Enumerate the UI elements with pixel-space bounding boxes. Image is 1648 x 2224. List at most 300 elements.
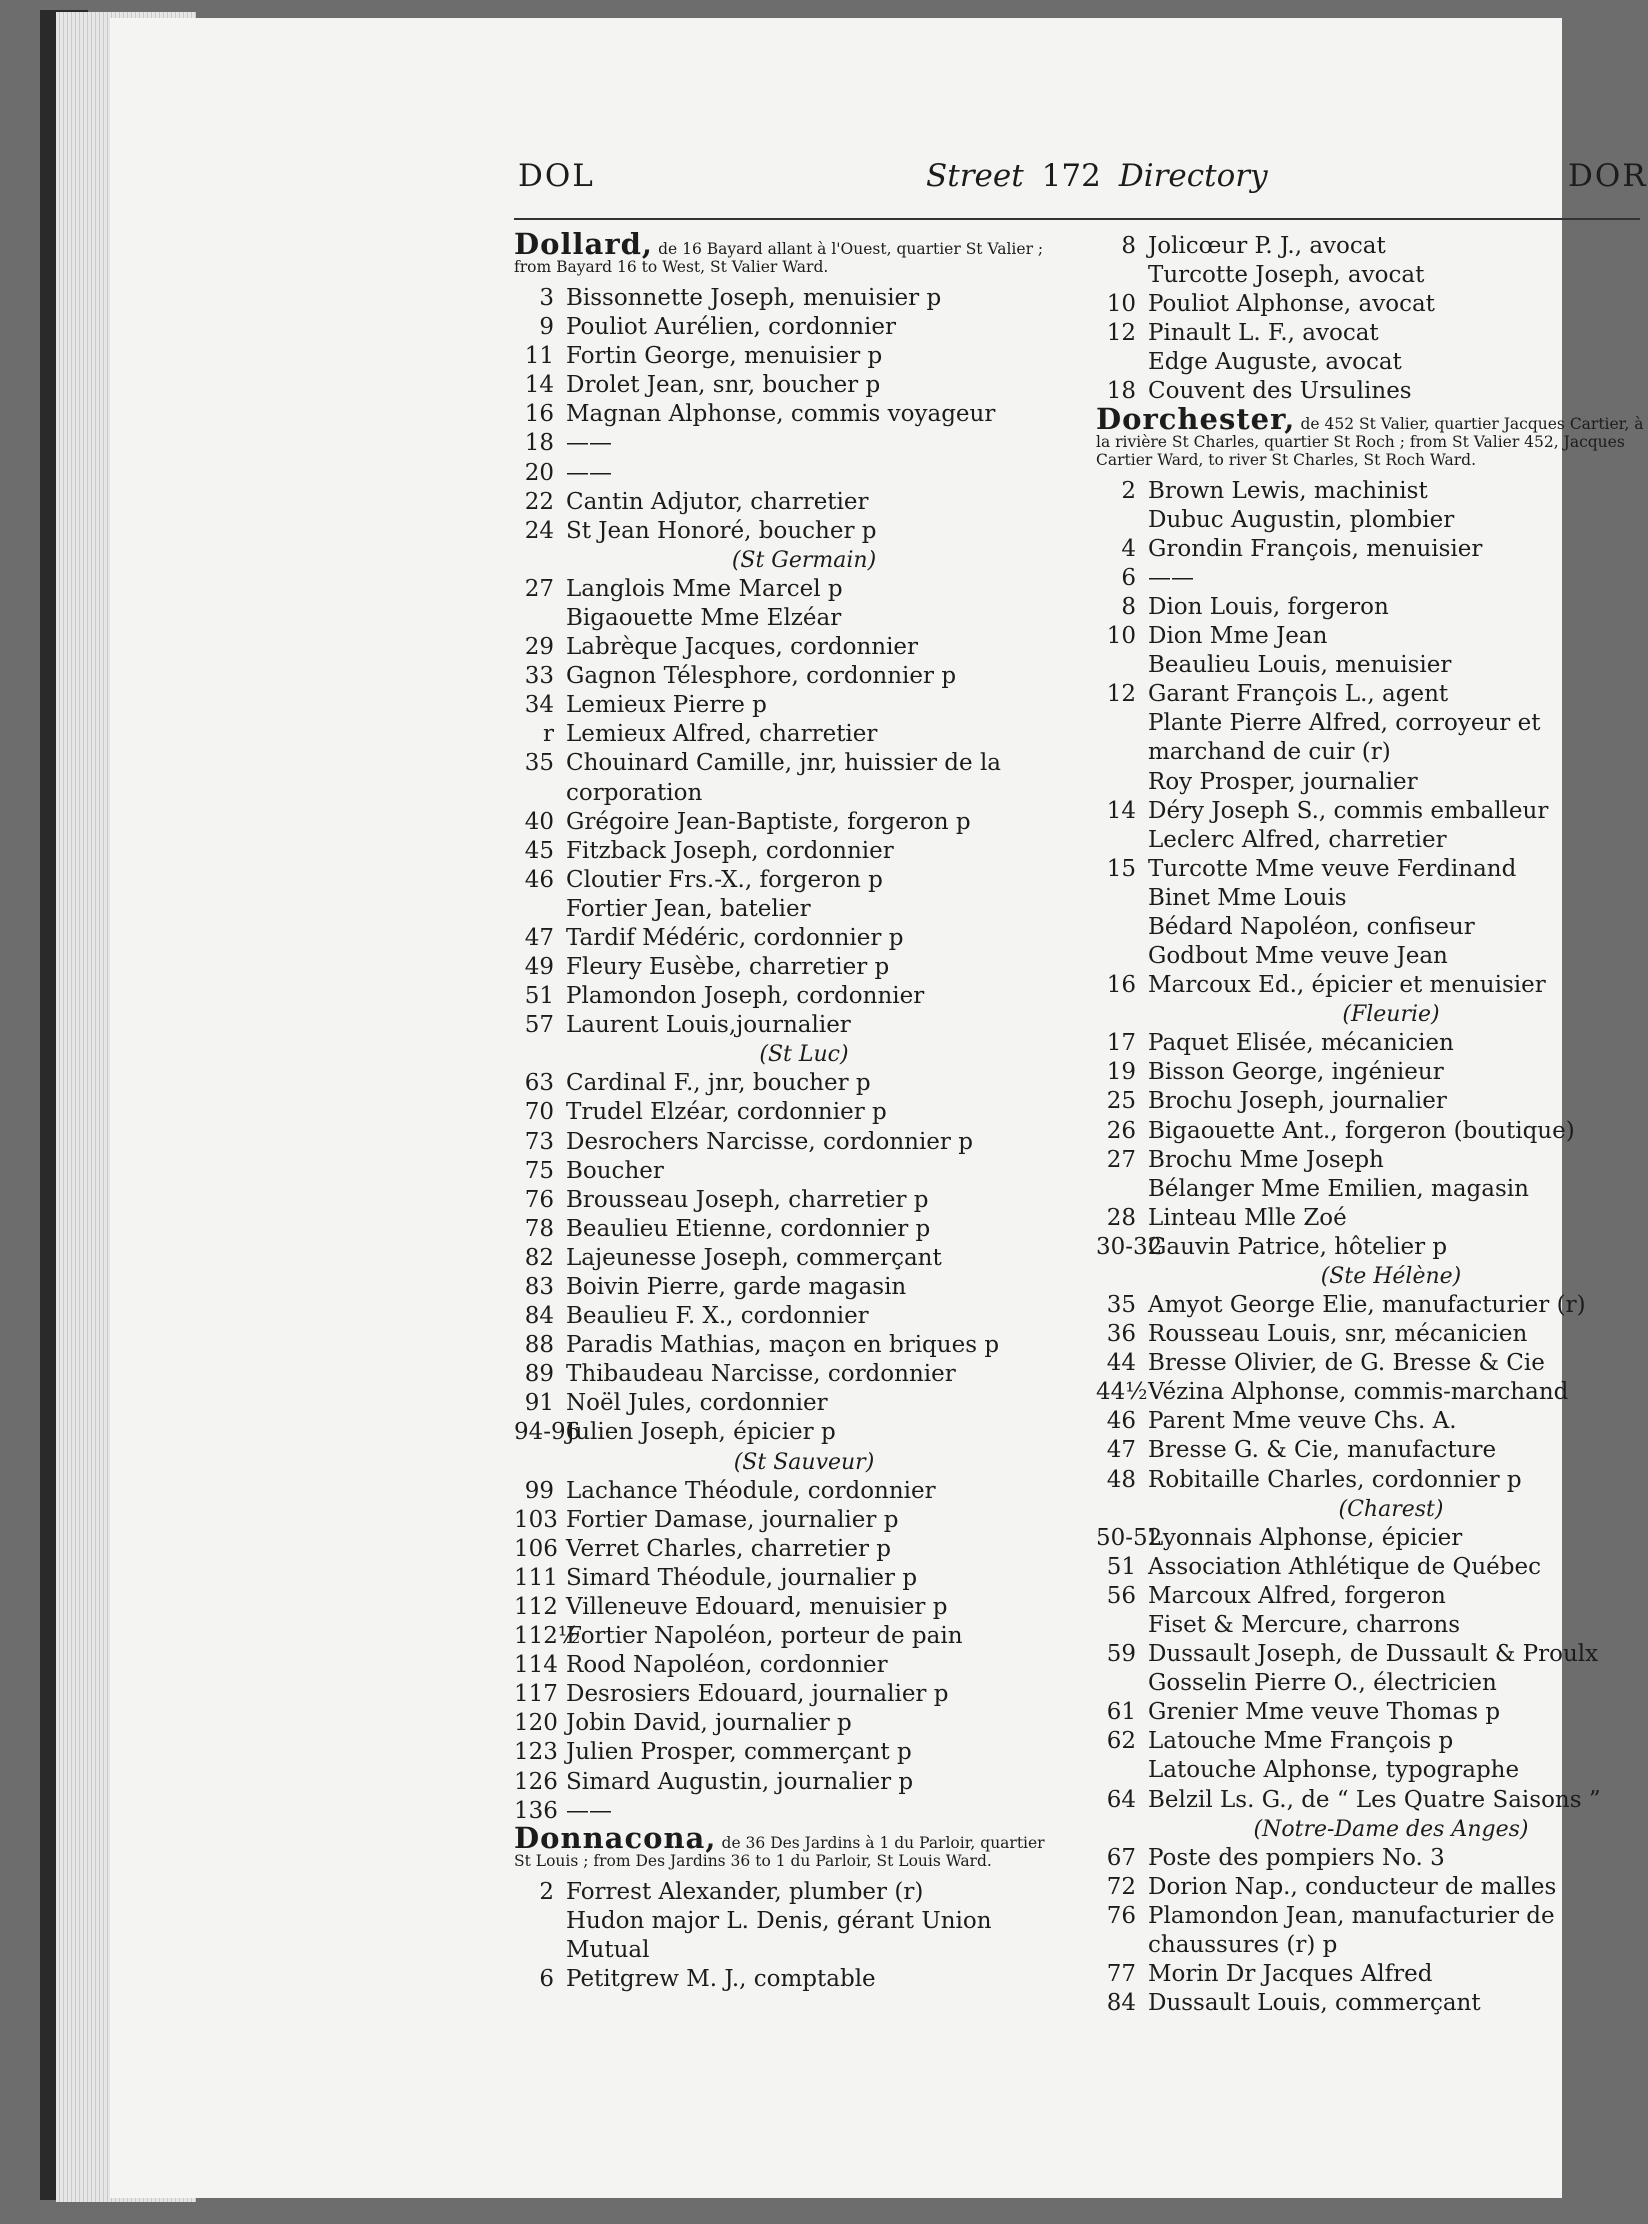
directory-entry	[514, 488, 1054, 517]
resident: Fortier Napoléon, porteur de pain	[566, 1623, 963, 1650]
house-number: 51	[524, 983, 554, 1010]
directory-entry	[514, 1506, 1054, 1535]
directory-entry	[514, 953, 1054, 982]
directory-entry	[1096, 1873, 1646, 1902]
house-number: 51	[1106, 1553, 1136, 1580]
resident: Julien Joseph, épicier p	[566, 1419, 836, 1446]
resident: ——	[1148, 564, 1194, 591]
directory-entry	[514, 1331, 1054, 1360]
directory-entry	[514, 1302, 1054, 1331]
header-rule	[514, 218, 1640, 220]
directory-entry	[514, 1622, 1054, 1651]
house-number: 9	[539, 314, 554, 341]
directory-entry	[514, 1215, 1054, 1244]
directory-entry	[514, 1011, 1054, 1040]
directory-entry	[1096, 1698, 1646, 1727]
resident: Fitzback Joseph, cordonnier	[566, 837, 894, 864]
directory-entry	[514, 459, 1054, 488]
house-number: 50-52	[1096, 1524, 1163, 1551]
resident: Dion Louis, forgeron	[1148, 593, 1389, 620]
house-number: 99	[524, 1477, 554, 1504]
directory-entry	[514, 1273, 1054, 1302]
house-number: 16	[524, 401, 554, 428]
directory-entry	[514, 1738, 1054, 1767]
resident: Brown Lewis, machinist	[1148, 477, 1428, 504]
resident: Morin Dr Jacques Alfred	[1148, 1960, 1433, 1987]
street-description: de 16 Bayard allant à l'Ouest, quartier St Valier ; from Bayard 16 to West, St Valier Ward.	[514, 240, 1044, 276]
house-number: 11	[524, 343, 554, 370]
house-number: 63	[524, 1070, 554, 1097]
resident: Garant François L., agent	[1148, 681, 1449, 708]
directory-page	[110, 18, 1648, 2198]
directory-entry	[1096, 1466, 1646, 1495]
resident: Cardinal F., jnr, boucher p	[566, 1070, 871, 1097]
directory-entry	[1096, 232, 1646, 261]
house-number: 20	[524, 459, 554, 486]
house-number: 14	[1106, 797, 1136, 824]
resident: Desrosiers Edouard, journalier p	[566, 1681, 949, 1708]
directory-entry	[514, 633, 1054, 662]
directory-entry	[514, 1651, 1054, 1680]
directory-entry	[514, 1389, 1054, 1418]
house-number: 82	[524, 1244, 554, 1271]
house-number: 47	[524, 924, 554, 951]
directory-entry	[1096, 377, 1646, 406]
resident: Linteau Mlle Zoé	[1148, 1204, 1347, 1231]
directory-entry	[1096, 971, 1646, 1000]
resident: Pouliot Alphonse, avocat	[1148, 291, 1435, 318]
directory-entry	[1096, 1640, 1646, 1669]
resident: Turcotte Joseph, avocat	[1148, 262, 1425, 289]
house-number: 84	[524, 1303, 554, 1330]
resident: ——	[566, 430, 612, 457]
house-number: 67	[1106, 1844, 1136, 1871]
resident: Lyonnais Alphonse, épicier	[1148, 1524, 1463, 1551]
house-number: 45	[524, 837, 554, 864]
resident: Chouinard Camille, jnr, huissier de la corporation	[566, 750, 1002, 806]
house-number: 22	[524, 488, 554, 515]
resident: Trudel Elzéar, cordonnier p	[566, 1099, 887, 1126]
resident: Brochu Mme Joseph	[1148, 1146, 1384, 1173]
house-number: 24	[524, 517, 554, 544]
directory-entry	[514, 1797, 1054, 1826]
directory-entry	[1096, 884, 1646, 913]
street-description: de 36 Des Jardins à 1 du Parloir, quartier St Louis ; from Des Jardins 36 to 1 du Parloir, St Louis Ward.	[514, 1833, 1045, 1870]
resident: Thibaudeau Narcisse, cordonnier	[566, 1361, 956, 1388]
resident: Couvent des Ursulines	[1148, 378, 1412, 405]
directory-entry	[1096, 855, 1646, 884]
house-number: 3	[539, 285, 554, 311]
resident: Association Athlétique de Québec	[1148, 1553, 1542, 1580]
house-number: 75	[524, 1157, 554, 1184]
resident: Rousseau Louis, snr, mécanicien	[1148, 1321, 1528, 1348]
house-number: 14	[524, 372, 554, 399]
directory-entry	[1096, 1204, 1646, 1233]
house-number: 46	[1106, 1408, 1136, 1435]
directory-entry	[1096, 290, 1646, 319]
resident: Grenier Mme veuve Thomas p	[1148, 1699, 1501, 1726]
house-number: 77	[1106, 1960, 1136, 1987]
resident: Gosselin Pierre O., électricien	[1148, 1670, 1497, 1697]
directory-entry	[1096, 506, 1646, 535]
house-number: 44½	[1096, 1379, 1148, 1406]
directory-entry	[514, 1477, 1054, 1506]
resident: Bigaouette Mme Elzéar	[566, 604, 842, 631]
header-center	[926, 158, 1268, 194]
directory-entry	[1096, 319, 1646, 348]
directory-entry	[1096, 1727, 1646, 1756]
resident: ——	[566, 459, 612, 486]
house-number: 28	[1106, 1204, 1136, 1231]
resident: Lajeunesse Joseph, commerçant	[566, 1244, 942, 1271]
parish-label: (St Luc)	[759, 1042, 849, 1068]
right-column	[1096, 232, 1646, 2018]
directory-entry	[514, 400, 1054, 429]
directory-entry	[1096, 1378, 1646, 1407]
house-number: 126	[514, 1768, 558, 1795]
resident: Villeneuve Edouard, menuisier p	[566, 1593, 948, 1620]
directory-entry	[514, 866, 1054, 895]
resident: Paradis Mathias, maçon en briques p	[566, 1332, 1000, 1359]
resident: Lachance Théodule, cordonnier	[566, 1477, 936, 1504]
resident: ——	[566, 1797, 612, 1824]
directory-entry	[514, 1593, 1054, 1622]
house-number: 12	[1106, 681, 1136, 708]
directory-entry	[1096, 1960, 1646, 1989]
resident: Simard Théodule, journalier p	[566, 1564, 918, 1591]
directory-entry	[1096, 1989, 1646, 2018]
house-number: 120	[514, 1710, 558, 1737]
resident: Fleury Eusèbe, charretier p	[566, 954, 890, 981]
house-number: 33	[524, 663, 554, 690]
house-number: 27	[524, 575, 554, 602]
resident: Amyot George Elie, manufacturier (r)	[1148, 1292, 1586, 1318]
directory-entry	[514, 1418, 1054, 1447]
directory-entry	[514, 1128, 1054, 1157]
header-left: DOL	[518, 158, 595, 194]
house-number: 10	[1106, 623, 1136, 650]
resident: Fortin George, menuisier p	[566, 343, 883, 370]
resident: Langlois Mme Marcel p	[566, 575, 843, 602]
resident: Brochu Joseph, journalier	[1148, 1088, 1447, 1115]
directory-entry	[514, 1244, 1054, 1273]
parish-label: (St Germain)	[731, 547, 877, 573]
house-number: 26	[1106, 1117, 1136, 1144]
resident: Hudon major L. Denis, gérant Union Mutual	[566, 1907, 992, 1963]
directory-entry	[514, 1360, 1054, 1389]
resident: Boucher	[566, 1157, 664, 1184]
house-number: 12	[1106, 320, 1136, 347]
parish-label: (Fleurie)	[1342, 1002, 1440, 1028]
resident: Dubuc Augustin, plombier	[1148, 506, 1455, 533]
house-number: 35	[1106, 1292, 1136, 1318]
resident: Godbout Mme veuve Jean	[1148, 943, 1448, 970]
directory-entry	[1096, 1786, 1646, 1815]
running-header	[406, 158, 1648, 208]
house-number: 17	[1106, 1030, 1136, 1057]
directory-entry	[1096, 768, 1646, 797]
house-number: 19	[1106, 1059, 1136, 1086]
resident: Plamondon Joseph, cordonnier	[566, 983, 925, 1010]
house-number: 78	[524, 1215, 554, 1242]
directory-entry	[1096, 593, 1646, 622]
resident: Beaulieu Louis, menuisier	[1148, 652, 1452, 679]
resident: Fortier Jean, batelier	[566, 895, 811, 922]
house-number: 35	[524, 750, 554, 777]
house-number: 103	[514, 1506, 558, 1533]
house-number: 84	[1106, 1990, 1136, 2017]
directory-entry	[1096, 651, 1646, 680]
house-number: 56	[1106, 1582, 1136, 1609]
directory-entry	[514, 429, 1054, 458]
header-directory: Directory	[1118, 158, 1268, 194]
resident: Jolicœur P. J., avocat	[1148, 233, 1386, 259]
resident: Desrochers Narcisse, cordonnier p	[566, 1128, 973, 1155]
directory-entry	[1096, 680, 1646, 709]
directory-entry	[514, 837, 1054, 866]
house-number: 106	[514, 1535, 558, 1562]
house-number: 8	[1121, 233, 1136, 259]
directory-entry	[1096, 1582, 1646, 1611]
directory-entry	[514, 895, 1054, 924]
directory-entry	[1096, 1756, 1646, 1785]
directory-entry	[514, 284, 1054, 313]
house-number: 6	[1121, 564, 1136, 591]
directory-entry	[1096, 1436, 1646, 1465]
house-number: 112	[514, 1593, 558, 1620]
directory-entry	[514, 371, 1054, 400]
resident: Magnan Alphonse, commis voyageur	[566, 401, 996, 428]
street-heading	[1096, 401, 1646, 469]
directory-entry	[514, 1186, 1054, 1215]
directory-entry	[1096, 1291, 1646, 1320]
house-number: 18	[1106, 378, 1136, 405]
resident: Parent Mme veuve Chs. A.	[1148, 1408, 1457, 1435]
directory-entry	[1096, 797, 1646, 826]
directory-entry	[1096, 1611, 1646, 1640]
resident: Beaulieu Etienne, cordonnier p	[566, 1215, 931, 1242]
house-number: 62	[1106, 1728, 1136, 1755]
house-number: 2	[1121, 477, 1136, 504]
directory-entry	[1096, 1407, 1646, 1436]
directory-entry	[1096, 1175, 1646, 1204]
house-number: 47	[1106, 1437, 1136, 1464]
directory-entry	[514, 1098, 1054, 1127]
directory-entry	[514, 924, 1054, 953]
resident: Leclerc Alfred, charretier	[1148, 826, 1447, 853]
house-number: 44	[1106, 1350, 1136, 1377]
house-number: 83	[524, 1274, 554, 1300]
house-number: 27	[1106, 1146, 1136, 1173]
resident: Pouliot Aurélien, cordonnier	[566, 314, 896, 341]
resident: Julien Prosper, commerçant p	[566, 1739, 912, 1766]
resident: Lemieux Pierre p	[566, 692, 767, 719]
directory-entry	[514, 1157, 1054, 1186]
directory-entry	[1096, 535, 1646, 564]
directory-entry	[1096, 477, 1646, 506]
directory-entry	[1096, 826, 1646, 855]
resident: Forrest Alexander, plumber (r)	[566, 1878, 924, 1905]
directory-entry	[1096, 1349, 1646, 1378]
house-number: 76	[1106, 1902, 1136, 1929]
house-number: 91	[524, 1390, 554, 1417]
directory-entry	[514, 691, 1054, 720]
resident: Bissonnette Joseph, menuisier p	[566, 285, 942, 311]
house-number: 123	[514, 1739, 558, 1766]
directory-entry	[514, 313, 1054, 342]
resident: Bresse Olivier, de G. Bresse & Cie	[1148, 1350, 1545, 1377]
resident: Petitgrew M. J., comptable	[566, 1965, 876, 1992]
directory-entry	[1096, 564, 1646, 593]
resident: Robitaille Charles, cordonnier p	[1148, 1466, 1522, 1493]
street-description: de 452 St Valier, quartier Jacques Cartier, à la rivière St Charles, quartier St Roch ; from St Valier 452, Jacques Cartier Ward, to river St Charles, St Roch Ward.	[1096, 414, 1644, 469]
resident: Latouche Alphonse, typographe	[1148, 1757, 1520, 1784]
resident: Vézina Alphonse, commis-marchand	[1148, 1379, 1569, 1406]
resident: Bisson George, ingénieur	[1148, 1059, 1444, 1086]
directory-entry	[1096, 1233, 1646, 1262]
resident: St Jean Honoré, boucher p	[566, 517, 877, 544]
resident: Dussault Joseph, de Dussault & Proulx	[1148, 1641, 1599, 1668]
house-number: 72	[1106, 1873, 1136, 1900]
resident: Lemieux Alfred, charretier	[566, 721, 878, 748]
resident: Simard Augustin, journalier p	[566, 1768, 914, 1795]
house-number: 73	[524, 1128, 554, 1155]
directory-entry	[514, 1768, 1054, 1797]
house-number: 111	[514, 1564, 558, 1591]
page-number: 172	[1041, 158, 1101, 194]
directory-entry	[1096, 1902, 1646, 1960]
resident: Dion Mme Jean	[1148, 623, 1328, 650]
resident: Rood Napoléon, cordonnier	[566, 1652, 888, 1679]
house-number: 29	[524, 634, 554, 661]
house-number: 15	[1106, 855, 1136, 882]
house-number: 36	[1106, 1321, 1136, 1348]
resident: Labrèque Jacques, cordonnier	[566, 634, 919, 661]
house-number: 46	[524, 866, 554, 893]
house-number: 30-32	[1096, 1233, 1163, 1260]
directory-entry	[514, 1907, 1054, 1965]
parish-label: (Notre-Dame des Anges)	[1253, 1816, 1529, 1842]
house-number: 61	[1106, 1699, 1136, 1726]
resident: Jobin David, journalier p	[566, 1710, 852, 1737]
house-number: 40	[524, 808, 554, 835]
house-number: 70	[524, 1099, 554, 1126]
directory-entry	[1096, 622, 1646, 651]
house-number: 64	[1106, 1786, 1136, 1813]
directory-entry	[514, 1878, 1054, 1907]
street-name: Dorchester,	[1096, 401, 1296, 436]
street-name: Dollard,	[514, 227, 653, 261]
parish-label: (Charest)	[1338, 1496, 1444, 1522]
directory-entry	[1096, 942, 1646, 971]
resident: Turcotte Mme veuve Ferdinand	[1148, 855, 1517, 882]
house-number: 16	[1106, 972, 1136, 999]
house-number: 49	[524, 954, 554, 981]
directory-entry	[1096, 348, 1646, 377]
directory-entry	[514, 1564, 1054, 1593]
directory-entry	[514, 720, 1054, 749]
directory-entry	[514, 575, 1054, 604]
house-number: 48	[1106, 1466, 1136, 1493]
house-number: 6	[539, 1965, 554, 1992]
resident: Paquet Elisée, mécanicien	[1148, 1030, 1454, 1057]
parish-label: (Ste Hélène)	[1320, 1264, 1462, 1289]
directory-entry	[514, 1680, 1054, 1709]
resident: Bédard Napoléon, confiseur	[1148, 913, 1475, 940]
directory-entry	[1096, 1524, 1646, 1553]
house-number: 10	[1106, 291, 1136, 318]
directory-entry	[1096, 1844, 1646, 1873]
street-name: Donnacona,	[514, 1820, 717, 1855]
resident: Belzil Ls. G., de “ Les Quatre Saisons ”	[1148, 1786, 1601, 1813]
resident: Fiset & Mercure, charrons	[1148, 1611, 1461, 1638]
house-number: 34	[524, 692, 554, 719]
resident: Beaulieu F. X., cordonnier	[566, 1303, 869, 1330]
resident: Plante Pierre Alfred, corroyeur et marchand de cuir (r)	[1148, 710, 1541, 766]
resident: Bresse G. & Cie, manufacture	[1148, 1437, 1497, 1464]
house-number: r	[543, 721, 554, 748]
resident: Poste des pompiers No. 3	[1148, 1844, 1445, 1871]
directory-entry	[514, 808, 1054, 837]
directory-entry	[514, 749, 1054, 807]
left-column	[514, 227, 1054, 1994]
resident: Dorion Nap., conducteur de malles	[1148, 1873, 1557, 1900]
resident: Bigaouette Ant., forgeron (boutique)	[1148, 1117, 1575, 1144]
header-right: DOR	[1568, 158, 1648, 194]
house-number: 89	[524, 1361, 554, 1388]
house-number: 94-96	[514, 1419, 581, 1446]
directory-entry	[1096, 709, 1646, 767]
resident: Marcoux Alfred, forgeron	[1148, 1582, 1446, 1609]
street-heading	[514, 1820, 1054, 1870]
directory-entry	[1096, 1669, 1646, 1698]
house-number: 59	[1106, 1641, 1136, 1668]
resident: Dussault Louis, commerçant	[1148, 1990, 1481, 2017]
resident: Roy Prosper, journalier	[1148, 768, 1418, 795]
house-number: 25	[1106, 1088, 1136, 1115]
directory-entry	[514, 342, 1054, 371]
resident: Déry Joseph S., commis emballeur	[1148, 797, 1549, 824]
resident: Noël Jules, cordonnier	[566, 1390, 828, 1417]
directory-entry	[1096, 913, 1646, 942]
house-number: 4	[1121, 535, 1136, 562]
house-number: 117	[514, 1681, 558, 1708]
resident: Plamondon Jean, manufacturier de chaussures (r) p	[1148, 1902, 1555, 1958]
house-number: 2	[539, 1878, 554, 1905]
resident: Edge Auguste, avocat	[1148, 349, 1402, 376]
directory-entry	[1096, 1117, 1646, 1146]
directory-entry	[514, 517, 1054, 546]
directory-entry	[514, 1965, 1054, 1994]
house-number: 18	[524, 430, 554, 457]
house-number: 76	[524, 1186, 554, 1213]
house-number: 8	[1121, 593, 1136, 620]
street-heading	[514, 227, 1054, 276]
directory-entry	[514, 662, 1054, 691]
resident: Pinault L. F., avocat	[1148, 320, 1379, 347]
parish-label: (St Sauveur)	[733, 1449, 875, 1475]
resident: Grégoire Jean-Baptiste, forgeron p	[566, 808, 971, 835]
resident: Fortier Damase, journalier p	[566, 1506, 899, 1533]
directory-entry	[514, 1069, 1054, 1098]
directory-entry	[1096, 1087, 1646, 1116]
directory-entry	[1096, 1029, 1646, 1058]
resident: Grondin François, menuisier	[1148, 535, 1483, 562]
resident: Drolet Jean, snr, boucher p	[566, 372, 881, 399]
resident: Tardif Médéric, cordonnier p	[566, 924, 904, 951]
directory-entry	[1096, 1146, 1646, 1175]
house-number: 136	[514, 1797, 558, 1824]
